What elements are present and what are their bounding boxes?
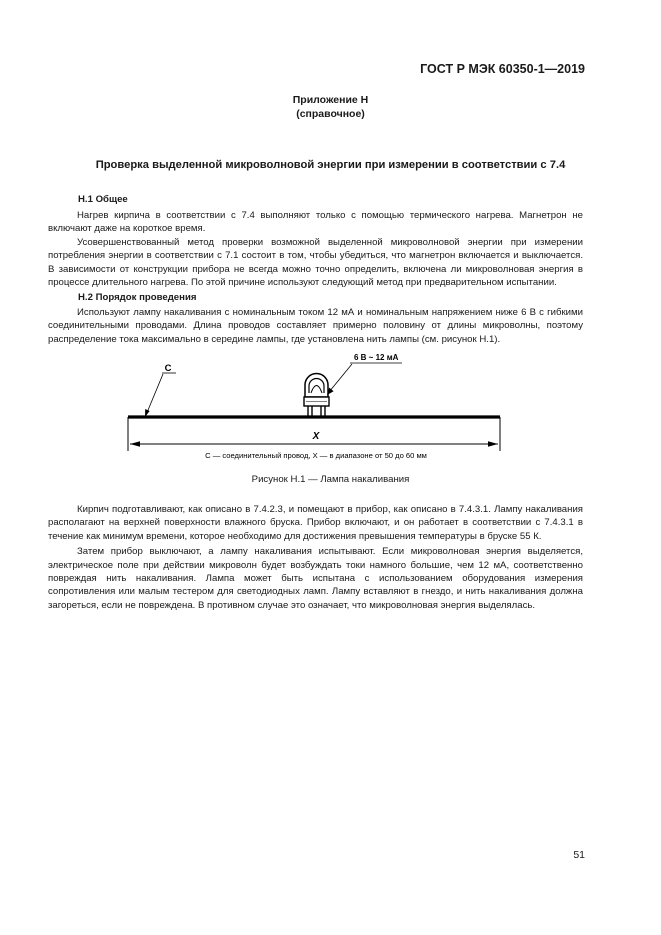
paragraph: Затем прибор выключают, а лампу накаливания испытывают. Если микроволновая энергия выделяется, электрическое поле при действии микроволн будет возбуждать токи намного большие, чем 12 мА, соответственно повреждая нить накаливания. Лампа может быть испытана с использованием оборудования измерения сопротивления или малым тестером для светодиодных ламп. Лампу вставляют в гнездо, и нить накаливания должна загореться, если не повреждена. В противном случае это означает, что микроволновая энергия выделялась. <box>48 546 583 611</box>
paragraph: Используют лампу накаливания с номинальным током 12 мА и номинальным напряжением ниже 6 В с гибкими соединительными проводами. Длина проводов составляет примерно половину от длины микроволны, поэтому распределение тока максимально в середине лампы, где установлена нить лампы (см. рисунок Н.1). <box>48 307 583 345</box>
document-title: Проверка выделенной микроволновой энергии при измерении в соответствии с 7.4 <box>95 159 566 171</box>
paragraph: Кирпич подготавливают, как описано в 7.4.2.3, и помещают в прибор, как описано в 7.4.3.1. Лампу накаливания располагают на верхней поверхности влажного бруска. Прибор включают, и он работает в соответствии с 7.4.3.1 в течение как минимум времени, которое необходимо для достижения превышения температуры в бруске 55 К. <box>48 504 583 542</box>
dimension-arrow-left <box>130 441 140 446</box>
label-lamp-leader <box>329 364 352 392</box>
appendix-heading <box>0 93 661 121</box>
body-after-figure <box>48 503 583 612</box>
section-procedure-body <box>48 306 583 346</box>
section-general-body <box>48 209 583 289</box>
page-number: 51 <box>573 849 585 861</box>
lamp-icon <box>304 374 329 417</box>
label-x: X <box>312 431 320 442</box>
paragraph: Нагрев кирпича в соответствии с 7.4 выполняют только с помощью термического нагрева. Магнетрон не включают даже на короткое время. <box>48 210 583 235</box>
paragraph: Усовершенствованный метод проверки возможной выделенной микроволновой энергии при измерении потребления энергии в соответствии с 7.1 состоит в том, чтобы убедиться, что магнетрон включается и выключается. В зависимости от конструкции прибора не всегда можно точно определить, включена ли микроволновая энергия в процессе длительного нагрева. По этой причине используют следующий метод при предварительном испытании. <box>48 236 583 289</box>
appendix-subtitle: (справочное) <box>296 108 365 120</box>
label-c: C <box>164 363 172 374</box>
lamp-figure <box>0 345 661 465</box>
appendix-title: Приложение Н <box>292 94 369 106</box>
label-lamp-rating: 6 В ~ 12 мА <box>354 353 399 362</box>
section-heading-general: Н.1 Общее <box>78 194 128 205</box>
document-header: ГОСТ Р МЭК 60350-1—2019 <box>420 62 585 76</box>
label-c-leader <box>146 374 163 415</box>
figure-legend: C — соединительный провод, X — в диапазоне от 50 до 60 мм <box>205 451 427 460</box>
dimension-arrow-right <box>488 441 498 446</box>
section-heading-procedure: Н.2 Порядок проведения <box>78 292 197 303</box>
figure-caption: Рисунок Н.1 — Лампа накаливания <box>251 474 410 485</box>
